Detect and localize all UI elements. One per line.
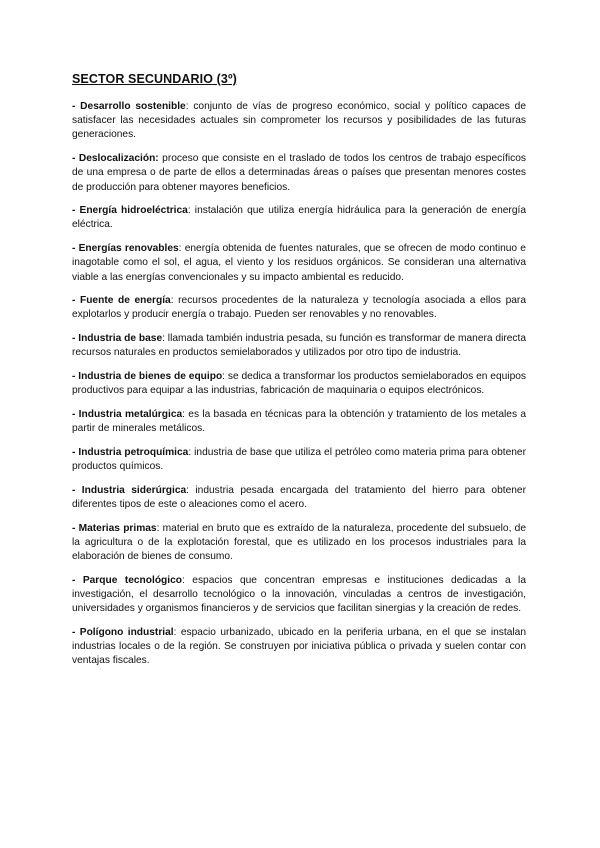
entry-term: - Parque tecnológico (72, 574, 182, 586)
entry-definition: : es la basada en técnicas para la obtención y tratamiento de los metales a partir de minerales metálicos. (72, 408, 526, 435)
entry-definition: : instalación que utiliza energía hidráulica para la generación de energía eléctrica. (72, 205, 526, 231)
entry-definition: : espacios que concentran empresas e instituciones dedicadas a la investigación, el desarrollo tecnológico o la innovación, vinculadas a centros de investigación, universidades y organismos financieros y de servicios que facilitan sinergias y la creación de redes. (72, 574, 526, 615)
entry-definition: : material en bruto que es extraído de la naturaleza, procedente del subsuelo, de la agricultura o de la explotación forestal, que es utilizado en los procesos industriales para la elaboración de bienes de consumo. (72, 522, 526, 563)
glossary-entry (72, 204, 526, 232)
entry-definition: : conjunto de vías de progreso económico, social y político capaces de satisfacer las necesidades actuales sin comprometer los recursos y posibilidades de las futuras generaciones. (72, 101, 526, 141)
glossary-entry (72, 446, 526, 474)
entry-definition: : energía obtenida de fuentes naturales, que se ofrecen de modo continuo e inagotable como el sol, el agua, el viento y los residuos orgánicos. Se consideran una alternativa viable a las energías convencionales y su impacto ambiental es reducido. (72, 243, 526, 283)
entry-definition: : industria de base que utiliza el petróleo como materia prima para obtener productos químicos. (72, 446, 526, 473)
entry-term: - Desarrollo sostenible (72, 101, 186, 112)
entry-term: - Energías renovables (72, 243, 179, 255)
glossary-entry (72, 242, 526, 285)
entry-definition: : industria pesada encargada del tratamiento del hierro para obtener diferentes tipos de este o aleaciones como el acero. (72, 484, 526, 510)
document-title: SECTOR SECUNDARIO (3º) (72, 72, 237, 86)
entry-term: - Industria de bienes de equipo (72, 371, 223, 383)
entry-definition: : espacio urbanizado, ubicado en la periferia urbana, en el que se instalan industrias locales o de la región. Se construyen por iniciativa pública o privada y suelen contar con ventajas fiscales. (72, 626, 526, 667)
entry-term: - Industria metalúrgica (72, 408, 183, 420)
entry-term: - Deslocalización: (72, 153, 159, 165)
glossary-entry (72, 484, 526, 512)
document-page (72, 72, 526, 678)
entry-term: - Polígono industrial (72, 626, 174, 638)
entry-term: - Energía hidroeléctrica (72, 205, 188, 217)
entry-term: - Materias primas (72, 522, 157, 534)
entry-definition: : recursos procedentes de la naturaleza y tecnología asociada a ellos para explotarlos y producir energía o trabajo. Pueden ser renovables y no renovables. (72, 295, 526, 321)
glossary-entry (72, 294, 526, 322)
glossary-entry (72, 574, 526, 617)
glossary-entry (72, 626, 526, 669)
glossary-entry (72, 332, 526, 360)
glossary-entry (72, 522, 526, 565)
glossary-entry (72, 370, 526, 398)
entry-term: - Industria petroquímica (72, 446, 189, 458)
glossary-entry (72, 408, 526, 436)
entry-definition: proceso que consiste en el traslado de todos los centros de trabajo específicos de una empresa o de parte de ellos a determinadas áreas o países que presentan menores costes de producción para obtener mayores beneficios. (72, 153, 526, 193)
entry-term: - Fuente de energía (72, 295, 171, 307)
entry-definition: : llamada también industria pesada, su función es transformar de manera directa recursos naturales en productos semielaborados y utilizados por otro tipo de industria. (72, 333, 526, 359)
glossary-entry (72, 100, 526, 143)
glossary-entry (72, 152, 526, 195)
entry-definition: : se dedica a transformar los productos semielaborados en equipos productivos para equipar a las industrias, fabricación de maquinaria o equipos electrónicos. (72, 371, 526, 397)
entry-term: - Industria siderúrgica (72, 484, 187, 496)
entry-term: - Industria de base (72, 333, 163, 345)
